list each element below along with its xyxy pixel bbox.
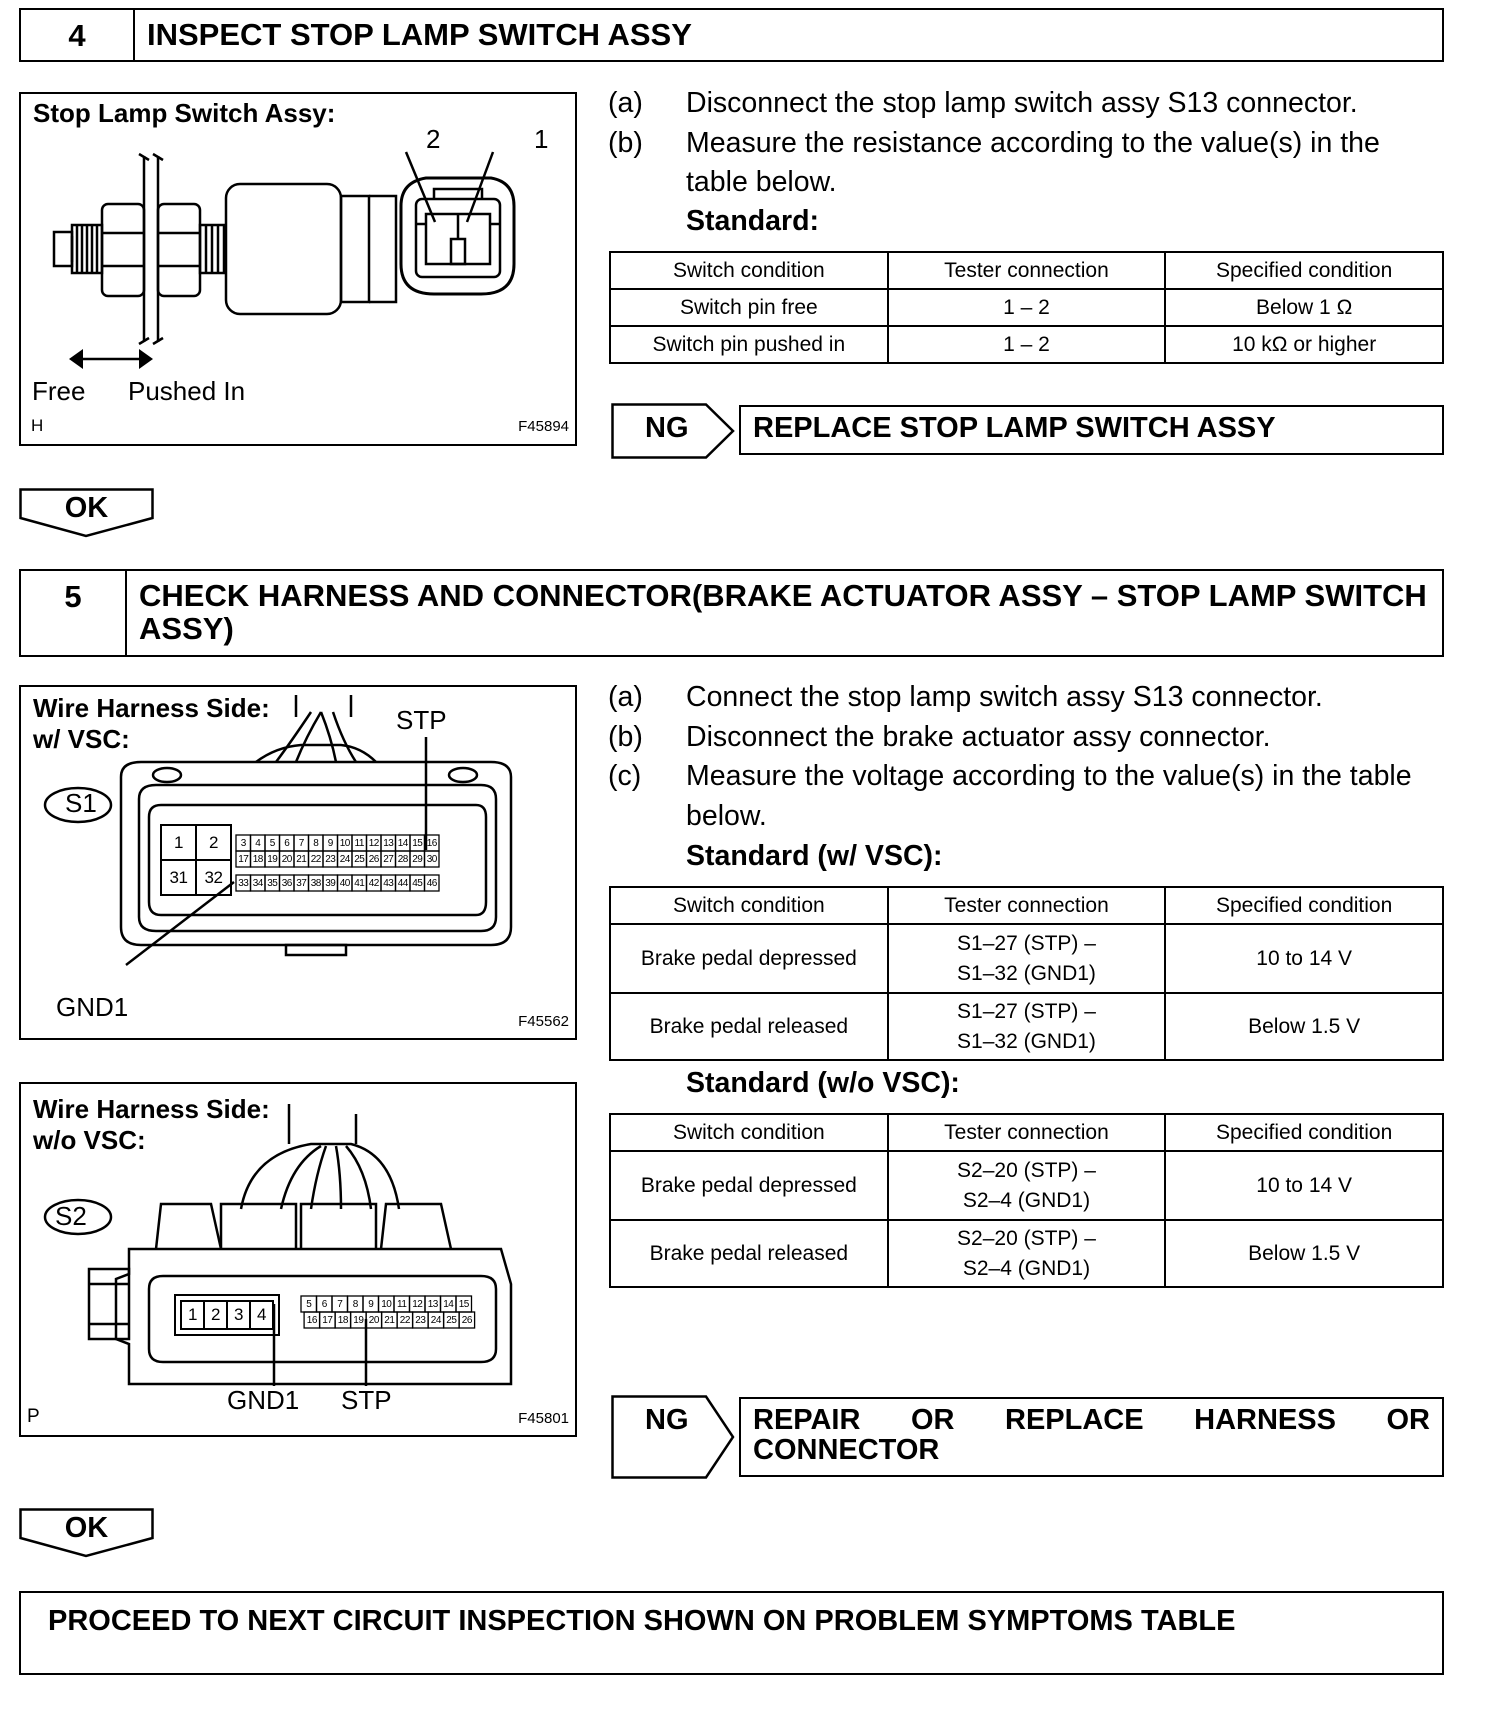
step5-ok-label: OK	[64, 1512, 109, 1544]
pin-number: 16	[426, 837, 437, 849]
figure-label: Stop Lamp Switch Assy:	[33, 98, 336, 128]
connector-s2-drawing	[21, 1084, 574, 1434]
figure-corner: P	[27, 1406, 40, 1427]
figure-code: F45801	[518, 1410, 569, 1427]
pin-number: 29	[412, 853, 423, 865]
table-cell: Brake pedal released	[610, 993, 888, 1060]
pin-number: 9	[327, 837, 333, 849]
step5-instructions	[608, 678, 1448, 836]
step4-number: 4	[21, 10, 135, 60]
pin-number: 20	[368, 1314, 379, 1326]
pin-number: 22	[310, 853, 321, 865]
pin-number: 25	[446, 1314, 457, 1326]
instr-letter: (b)	[608, 720, 643, 753]
pin-number: 7	[337, 1298, 343, 1310]
instr-text: Connect the stop lamp switch assy S13 connector.	[686, 681, 1323, 713]
table-header: Switch condition	[610, 887, 888, 924]
pin-number: 8	[352, 1298, 358, 1310]
table-header: Specified condition	[1165, 252, 1443, 289]
pin-number: 17	[238, 853, 249, 865]
stp-label: STP	[341, 1385, 392, 1415]
pin-number: 18	[337, 1314, 348, 1326]
pin-number: 39	[325, 877, 336, 889]
pin-number: 31	[169, 867, 188, 887]
pin-number: 43	[383, 877, 394, 889]
tester-connection-line: S2–20 (STP) –	[957, 1158, 1096, 1182]
pin-number: 18	[252, 853, 263, 865]
pin-number: 17	[322, 1314, 333, 1326]
table-header: Specified condition	[1165, 1114, 1443, 1151]
pin-number: 12	[368, 837, 379, 849]
table-cell: 1 – 2	[888, 289, 1166, 326]
pin-number: 5	[306, 1298, 312, 1310]
stop-lamp-switch-figure	[19, 92, 577, 446]
pin-number: 19	[353, 1314, 364, 1326]
pin-number: 21	[384, 1314, 395, 1326]
tester-connection-line: S1–32 (GND1)	[957, 1029, 1096, 1053]
stp-label: STP	[396, 705, 447, 735]
pin-number: 23	[325, 853, 336, 865]
step5-ok-tag	[19, 1508, 154, 1558]
step5-header	[19, 569, 1444, 657]
step5-ng-label: NG	[645, 1404, 689, 1436]
connector-s1-figure	[19, 685, 577, 1040]
pin-number: 22	[399, 1314, 410, 1326]
tester-connection-line: S2–4 (GND1)	[962, 1188, 1091, 1212]
table-header: Specified condition	[1165, 887, 1443, 924]
pin-number: 24	[430, 1314, 441, 1326]
table-cell	[888, 1220, 1166, 1287]
table-cell: Below 1 Ω	[1165, 289, 1443, 326]
step4-ok-tag	[19, 488, 154, 538]
step5-ng-result: REPAIR OR REPLACE HARNESS OR CONNECTOR	[739, 1397, 1444, 1477]
step5-title: CHECK HARNESS AND CONNECTOR(BRAKE ACTUATOR ASSY – STOP LAMP SWITCH ASSY)	[139, 578, 1427, 646]
pin-number: 24	[339, 853, 350, 865]
pin-number: 6	[321, 1298, 327, 1310]
instr-text: Disconnect the brake actuator assy connector.	[686, 720, 1271, 753]
pin-number: 11	[397, 1298, 407, 1310]
pin-number: 3	[234, 1305, 243, 1324]
table-cell	[888, 993, 1166, 1060]
table-cell	[888, 1151, 1166, 1220]
pin-number: 19	[267, 853, 278, 865]
pin-number: 11	[354, 837, 364, 849]
table-cell: Below 1.5 V	[1165, 993, 1443, 1060]
pin2-label: 2	[426, 124, 441, 154]
pin-number: 44	[397, 877, 408, 889]
pin-number: 10	[381, 1298, 392, 1310]
tester-connection-line: S2–20 (STP) –	[957, 1226, 1096, 1250]
table-row	[610, 289, 1443, 326]
figure-label: Wire Harness Side: w/ VSC:	[33, 693, 270, 754]
pin-number: 38	[310, 877, 321, 889]
pin-number: 27	[383, 853, 394, 865]
table-row	[610, 924, 1443, 993]
figure-code: F45562	[518, 1013, 569, 1030]
table-cell: Brake pedal depressed	[610, 924, 888, 993]
connector-s2-figure	[19, 1082, 577, 1437]
tester-connection-line: S1–27 (STP) –	[957, 999, 1096, 1023]
pin-number: 12	[412, 1298, 423, 1310]
pin-number: 40	[339, 877, 350, 889]
pin-number: 16	[306, 1314, 317, 1326]
pin-number: 41	[354, 877, 365, 889]
table-header: Tester connection	[888, 887, 1166, 924]
pin-number: 46	[426, 877, 437, 889]
pin-number: 1	[188, 1305, 197, 1324]
table-row	[610, 1151, 1443, 1220]
table-cell: 10 to 14 V	[1165, 1151, 1443, 1220]
pin-number: 4	[257, 1305, 266, 1324]
figure-corner: H	[31, 416, 44, 435]
pin-number: 45	[412, 877, 423, 889]
proceed-box: PROCEED TO NEXT CIRCUIT INSPECTION SHOWN ON PROBLEM SYMPTOMS TABLE	[19, 1591, 1444, 1675]
step4-spec-table	[609, 251, 1444, 364]
pin-number: 14	[397, 837, 408, 849]
pin-number: 42	[368, 877, 379, 889]
pin-number: 7	[298, 837, 304, 849]
pin-number: 33	[238, 877, 249, 889]
pin-number: 34	[252, 877, 263, 889]
pin-number: 1	[174, 832, 183, 852]
table-cell	[888, 924, 1166, 993]
pin-number: 21	[296, 853, 307, 865]
pin-number: 2	[211, 1305, 220, 1324]
pin-number: 25	[354, 853, 365, 865]
pin-number: 2	[209, 832, 218, 852]
stop-lamp-switch-drawing	[21, 94, 574, 443]
standard-novsc-label: Standard (w/o VSC):	[686, 1067, 960, 1099]
step5-number: 5	[21, 571, 127, 655]
pin-number: 9	[368, 1298, 374, 1310]
tester-connection-line: S1–27 (STP) –	[957, 931, 1096, 955]
table-cell: Switch pin free	[610, 289, 888, 326]
table-cell: 10 kΩ or higher	[1165, 326, 1443, 363]
table-cell: 10 to 14 V	[1165, 924, 1443, 993]
step4-instructions	[608, 84, 1448, 203]
table-row	[610, 326, 1443, 363]
pin-number: 8	[313, 837, 319, 849]
pin-number: 20	[281, 853, 292, 865]
pin-number: 15	[412, 837, 423, 849]
pin-number: 28	[397, 853, 408, 865]
table-row	[610, 993, 1443, 1060]
table-cell: Below 1.5 V	[1165, 1220, 1443, 1287]
figure-code: F45894	[518, 418, 569, 435]
table-cell: Switch pin pushed in	[610, 326, 888, 363]
step4-title: INSPECT STOP LAMP SWITCH ASSY	[147, 17, 692, 52]
pin-number: 36	[281, 877, 292, 889]
instr-text: Disconnect the stop lamp switch assy S13 connector.	[686, 87, 1358, 119]
tester-connection-line: S1–32 (GND1)	[957, 961, 1096, 985]
free-label: Free	[32, 376, 86, 406]
pin-number: 4	[255, 837, 261, 849]
instr-letter: (c)	[608, 760, 642, 792]
pushed-in-label: Pushed In	[128, 376, 246, 406]
step4-ng-result: REPLACE STOP LAMP SWITCH ASSY	[739, 405, 1444, 455]
instr-text: Measure the resistance according to the value(s) in the table below.	[686, 126, 1380, 198]
pin-number: 26	[368, 853, 379, 865]
table-header: Tester connection	[888, 252, 1166, 289]
vsc-spec-table	[609, 886, 1444, 1061]
connector-s1-label: S1	[65, 788, 97, 818]
standard-vsc-label: Standard (w/ VSC):	[686, 840, 943, 872]
pin-number: 37	[296, 877, 307, 889]
table-header: Tester connection	[888, 1114, 1166, 1151]
instr-letter: (b)	[608, 126, 643, 159]
table-cell: 1 – 2	[888, 326, 1166, 363]
pin-number: 23	[415, 1314, 426, 1326]
figure-label: Wire Harness Side: w/o VSC:	[33, 1094, 270, 1155]
step4-ng-label: NG	[645, 412, 689, 444]
pin-number: 26	[461, 1314, 472, 1326]
step4-standard-label: Standard:	[686, 205, 820, 237]
step4-header	[19, 8, 1444, 62]
pin-number: 14	[443, 1298, 454, 1310]
pin-number: 10	[339, 837, 350, 849]
pin-number: 35	[267, 877, 278, 889]
pin-number: 13	[383, 837, 394, 849]
table-row	[610, 1220, 1443, 1287]
pin-number: 3	[240, 837, 246, 849]
step4-ok-label: OK	[64, 492, 109, 524]
pin-number: 13	[427, 1298, 438, 1310]
instr-letter: (a)	[608, 681, 643, 713]
pin-number: 6	[284, 837, 290, 849]
table-header: Switch condition	[610, 1114, 888, 1151]
gnd1-label: GND1	[56, 992, 129, 1022]
table-cell: Brake pedal released	[610, 1220, 888, 1287]
gnd1-label: GND1	[227, 1385, 300, 1415]
instr-text: Measure the voltage according to the value(s) in the table below.	[686, 760, 1412, 832]
instr-letter: (a)	[608, 87, 643, 119]
pin1-label: 1	[534, 124, 549, 154]
pin-number: 5	[269, 837, 275, 849]
pin-number: 30	[426, 853, 437, 865]
connector-s2-label: S2	[55, 1201, 87, 1231]
novsc-spec-table	[609, 1113, 1444, 1288]
pin-number: 32	[204, 867, 223, 887]
table-cell: Brake pedal depressed	[610, 1151, 888, 1220]
pin-number: 15	[458, 1298, 469, 1310]
tester-connection-line: S2–4 (GND1)	[962, 1256, 1091, 1280]
table-header: Switch condition	[610, 252, 888, 289]
